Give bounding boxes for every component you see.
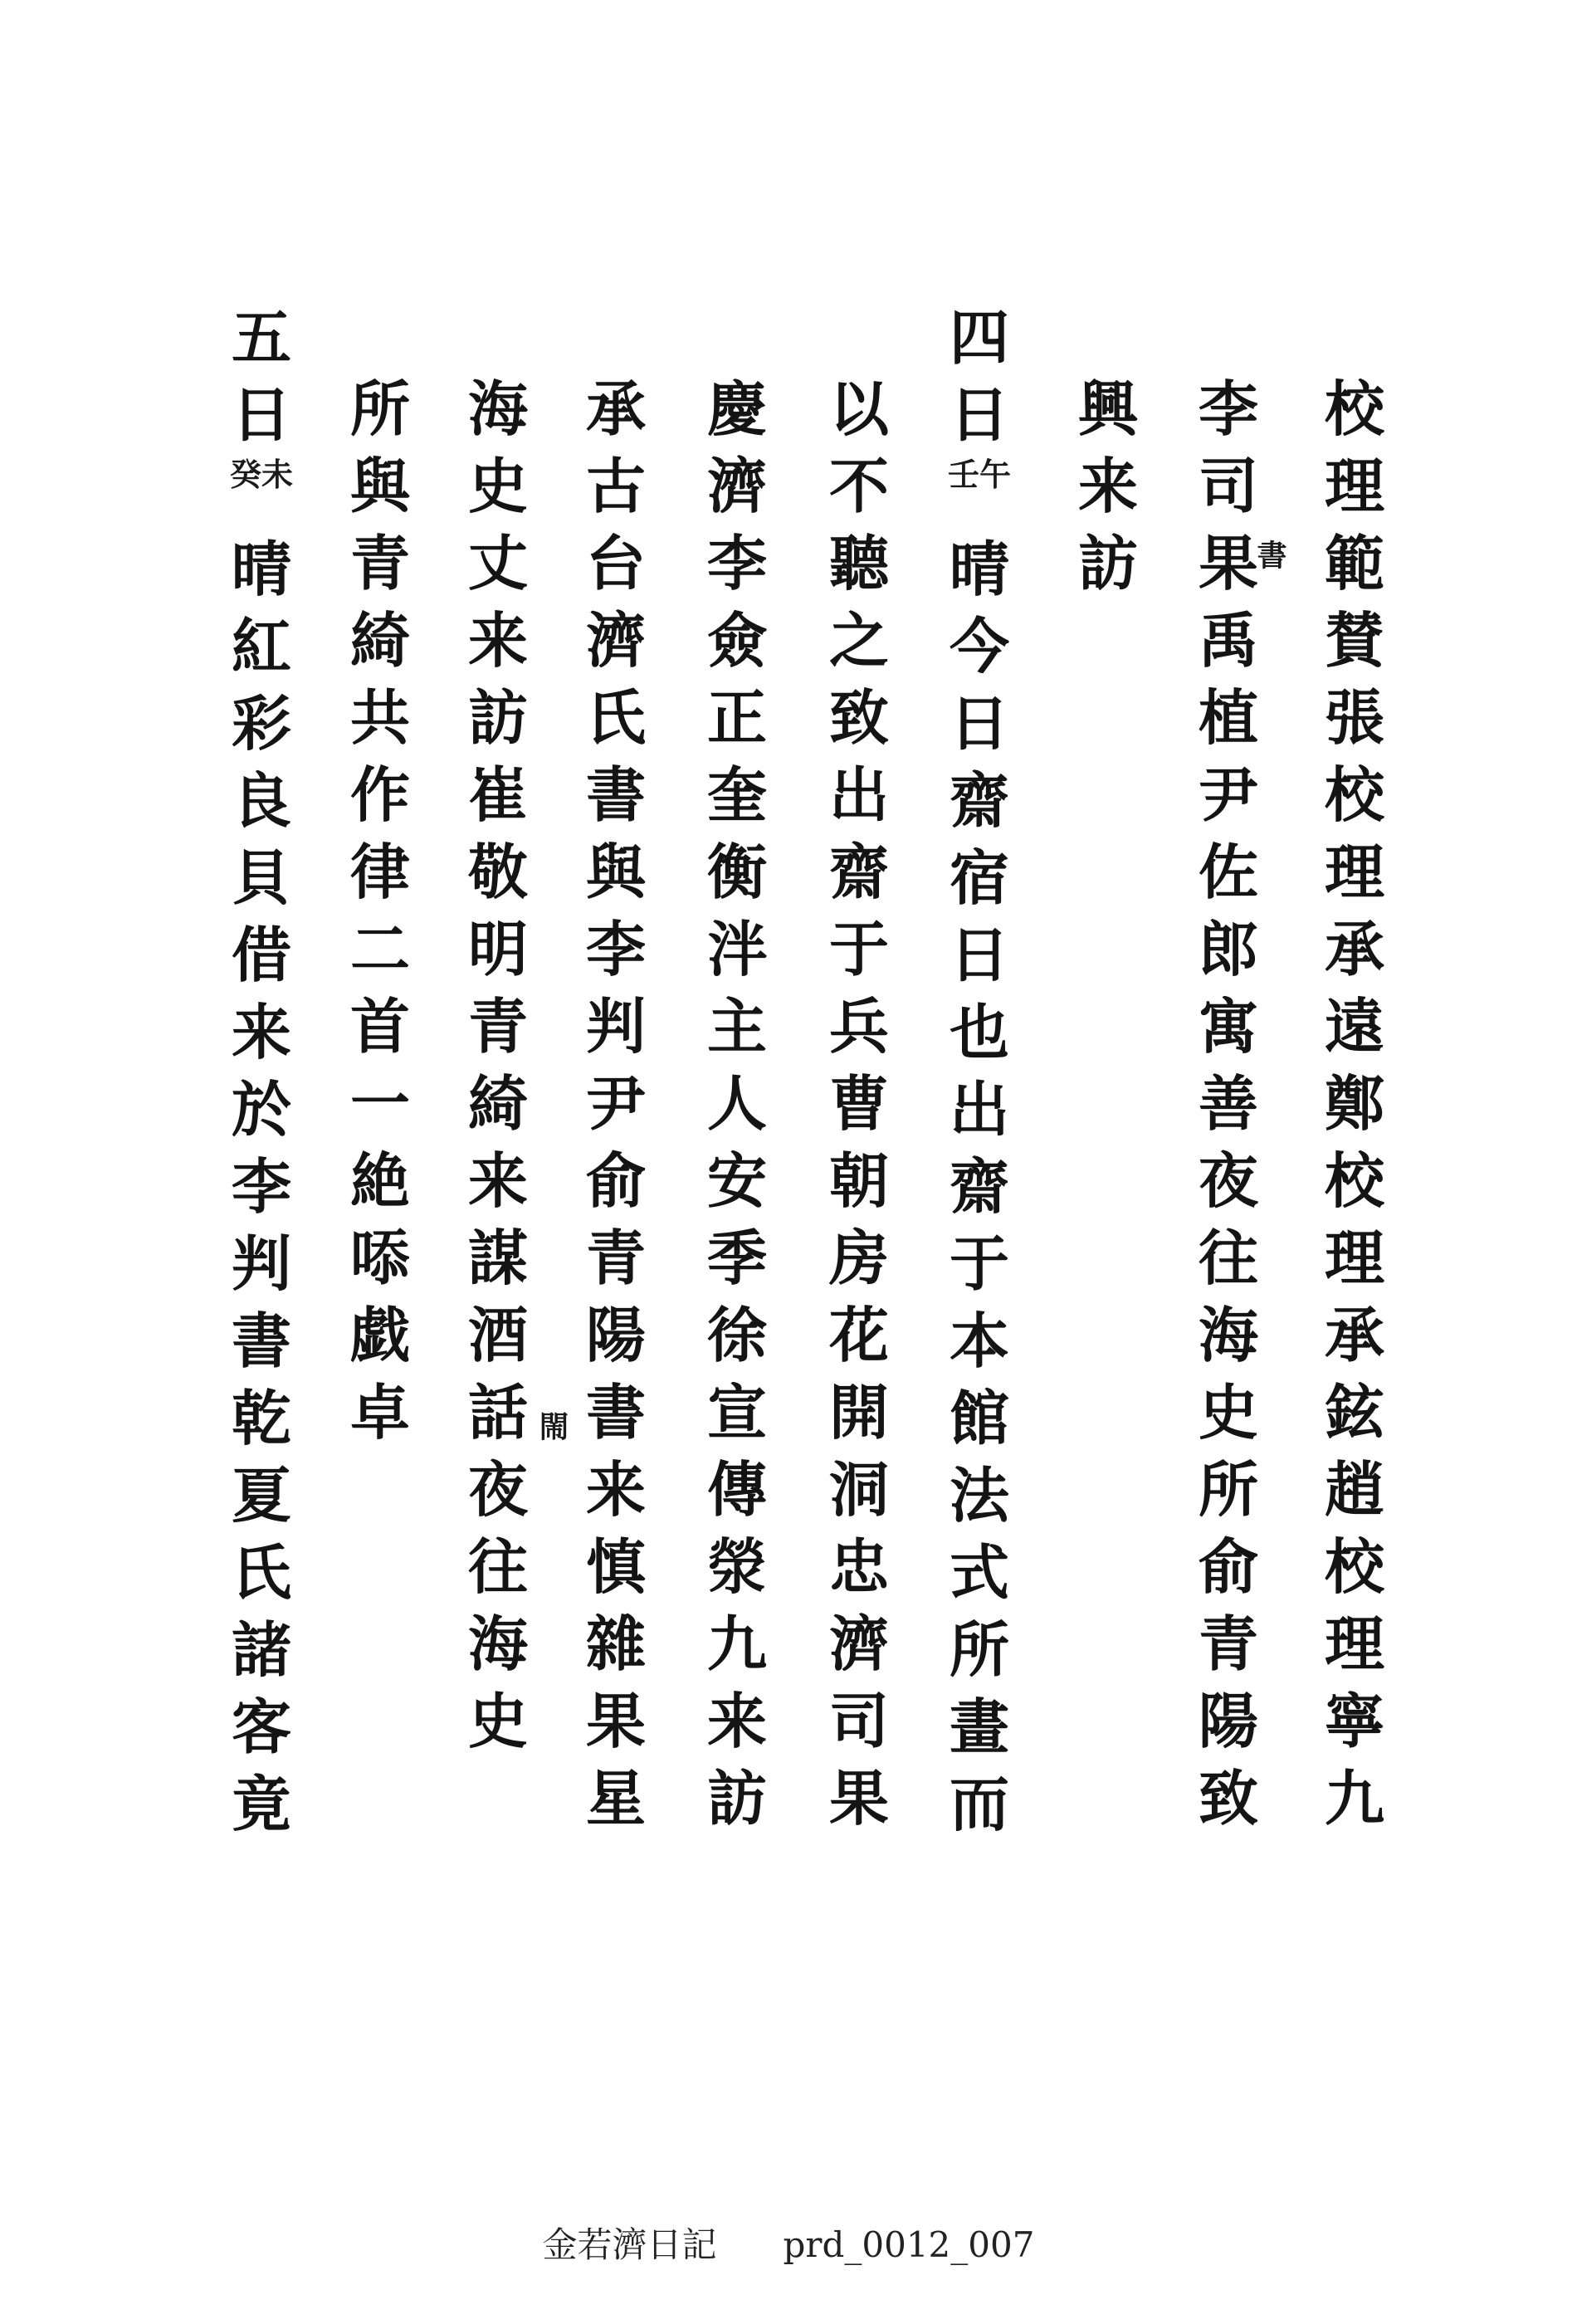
glyph: 晴 [231,534,291,604]
glyph: 書 [585,1377,646,1448]
glyph: 慎 [585,1531,646,1602]
glyph: 宣 [706,1377,767,1448]
glyph: 季 [706,1223,767,1293]
glyph: 五 [231,302,291,373]
glyph: 星 [585,1763,646,1833]
footer-code: prd_0012_007 [783,2224,1035,2265]
glyph: 話 [467,1377,528,1448]
column-text-continued [1187,602,1270,1837]
glyph: 果 [1198,528,1258,598]
glyph: 来 [467,605,528,676]
glyph: 主 [706,991,767,1062]
glyph: 来 [231,997,291,1067]
glyph: 卓 [349,1377,410,1448]
glyph: 氏 [231,1537,291,1608]
glyph: 出 [828,759,889,830]
glyph: 而 [949,1769,1009,1839]
footer-title: 金若濟日記 [542,2224,717,2265]
glyph: 校 [1324,1145,1384,1216]
column-text [220,530,303,1843]
glyph: 判 [231,1228,291,1299]
glyph: 一 [349,1068,410,1139]
glyph: 張 [1324,682,1384,753]
glyph: 青 [467,991,528,1062]
glyph: 濟 [585,605,646,676]
glyph: 理 [1324,837,1384,907]
glyph: 鄭 [1324,1068,1384,1139]
glyph: 校 [1324,759,1384,830]
date-heading [220,299,303,453]
glyph: 訪 [1077,528,1138,598]
glyph: 花 [828,1300,889,1370]
glyph: 校 [1324,1531,1384,1602]
glyph: 来 [706,1686,767,1756]
ganzhi-glyphs: 癸未 [229,456,293,493]
glyph: 寓 [1198,991,1258,1062]
glyph: 崔 [467,759,528,830]
glyph: 畫 [949,1692,1009,1762]
glyph: 承 [585,374,646,444]
text-column-9 [339,370,422,1451]
column-text [1067,370,1150,602]
glyph: 傳 [706,1454,767,1525]
column-text [456,370,540,1374]
glyph: 諸 [231,1614,291,1685]
glyph: 㖭 [349,1223,410,1293]
glyph: 海 [1198,1300,1258,1370]
glyph: 出 [949,1074,1009,1145]
glyph: 齋 [828,837,889,907]
glyph: 司 [1198,451,1258,521]
text-column-8 [456,370,540,1760]
glyph: 日 [949,379,1009,450]
glyph: 致 [828,682,889,753]
glyph: 衡 [706,837,767,907]
glyph: 禹 [1198,605,1258,676]
glyph: 致 [1198,1763,1258,1833]
glyph: 尹 [585,1068,646,1139]
column-text [696,370,779,1837]
glyph: 承 [1324,1300,1384,1370]
glyph: 于 [949,1228,1009,1299]
text-column-7 [574,370,657,1837]
glyph: 謀 [467,1223,528,1293]
glyph: 日 [949,688,1009,759]
glyph: 善 [1198,1068,1258,1139]
glyph: 範 [1324,528,1384,598]
glyph: 良 [231,765,291,836]
glyph: 俞 [585,1145,646,1216]
glyph: 所 [949,1614,1009,1685]
glyph: 明 [467,914,528,984]
glyph: 訪 [467,682,528,753]
interlinear-note-rou: 閙 [535,1411,569,1441]
glyph: 客 [231,1692,291,1762]
glyph: 古 [585,451,646,521]
glyph: 之 [828,605,889,676]
glyph: 宿 [949,842,1009,913]
text-column-1 [1313,370,1396,1837]
glyph: 雜 [585,1609,646,1679]
glyph: 綺 [349,605,410,676]
glyph: 借 [231,920,291,990]
glyph: 滎 [706,1531,767,1602]
glyph: 佐 [1198,837,1258,907]
glyph: 安 [706,1145,767,1216]
glyph: 所 [1198,1454,1258,1525]
glyph: 陽 [1198,1686,1258,1756]
glyph: 于 [828,914,889,984]
column-text [938,530,1021,1843]
text-column-10 [220,299,303,1843]
page-footer [0,2218,1577,2268]
glyph: 趙 [1324,1454,1384,1525]
glyph: 史 [467,1686,528,1756]
glyph: 尹 [1198,759,1258,830]
glyph: 陽 [585,1300,646,1370]
glyph: 館 [949,1383,1009,1453]
glyph: 夜 [1198,1145,1258,1216]
glyph: 絶 [349,1145,410,1216]
column-text-continued [456,1374,540,1760]
glyph: 律 [349,837,410,907]
glyph: 理 [1324,1609,1384,1679]
glyph: 往 [1198,1223,1258,1293]
glyph: 齋 [949,1151,1009,1222]
glyph: 泮 [706,914,767,984]
glyph: 徐 [706,1300,767,1370]
glyph: 日 [231,379,291,450]
glyph: 開 [828,1377,889,1448]
glyph: 竟 [231,1769,291,1839]
glyph: 書 [231,1306,291,1376]
glyph: 果 [828,1763,889,1833]
glyph: 曹 [828,1068,889,1139]
glyph: 法 [949,1460,1009,1531]
glyph: 寧 [1324,1686,1384,1756]
text-column-4 [938,299,1021,1843]
glyph: 書 [585,759,646,830]
glyph: 青 [349,528,410,598]
column-text [1313,370,1396,1837]
glyph: 貝 [231,842,291,913]
glyph: 判 [585,991,646,1062]
glyph: 青 [585,1223,646,1293]
glyph: 洞 [828,1454,889,1525]
glyph: 海 [467,1609,528,1679]
interlinear-note-shu: 書 [1252,540,1287,569]
glyph: 綺 [467,1068,528,1139]
glyph: 興 [1077,374,1138,444]
glyph: 承 [1324,914,1384,984]
glyph: 與 [585,837,646,907]
glyph: 慶 [706,374,767,444]
date-ganzhi-note [938,453,1021,530]
column-text [574,370,657,1837]
glyph: 晴 [949,534,1009,604]
glyph: 李 [585,914,646,984]
glyph: 本 [949,1306,1009,1376]
glyph: 来 [467,1145,528,1216]
glyph: 今 [949,611,1009,681]
glyph: 来 [585,1454,646,1525]
glyph: 夜 [467,1454,528,1525]
glyph: 人 [706,1068,767,1139]
glyph: 李 [1198,374,1258,444]
glyph: 聽 [828,528,889,598]
glyph: 理 [1324,1223,1384,1293]
glyph: 酒 [467,1300,528,1370]
glyph: 敬 [467,837,528,907]
glyph: 兵 [828,991,889,1062]
glyph: 作 [349,759,410,830]
glyph: 與 [349,451,410,521]
glyph: 濟 [706,451,767,521]
date-ganzhi-note [220,453,303,530]
glyph: 不 [828,451,889,521]
glyph: 二 [349,914,410,984]
glyph: 奎 [706,759,767,830]
glyph: 訪 [706,1763,767,1833]
glyph: 李 [231,1151,291,1222]
glyph: 史 [467,451,528,521]
glyph: 台 [585,528,646,598]
glyph: 青 [1198,1609,1258,1679]
glyph: 九 [706,1609,767,1679]
glyph: 紅 [231,611,291,681]
glyph: 朝 [828,1145,889,1216]
glyph: 正 [706,682,767,753]
text-column-3 [1067,370,1150,602]
glyph: 海 [467,374,528,444]
glyph: 司 [828,1686,889,1756]
text-column-5 [818,370,901,1837]
glyph: 李 [706,528,767,598]
glyph: 史 [1198,1377,1258,1448]
glyph: 遠 [1324,991,1384,1062]
date-heading [938,299,1021,453]
glyph: 理 [1324,451,1384,521]
glyph: 所 [349,374,410,444]
glyph: 房 [828,1223,889,1293]
glyph: 忠 [828,1531,889,1602]
glyph: 也 [949,997,1009,1067]
glyph: 氏 [585,682,646,753]
glyph: 夏 [231,1460,291,1531]
text-column-2 [1187,370,1270,1837]
glyph: 九 [1324,1763,1384,1833]
glyph: 濟 [828,1609,889,1679]
glyph: 鉉 [1324,1377,1384,1448]
text-column-6 [696,370,779,1837]
glyph: 来 [1077,451,1138,521]
glyph: 植 [1198,682,1258,753]
glyph: 校 [1324,374,1384,444]
glyph: 果 [585,1686,646,1756]
glyph: 郎 [1198,914,1258,984]
glyph: 戯 [349,1300,410,1370]
glyph: 乾 [231,1383,291,1453]
glyph: 俞 [1198,1531,1258,1602]
glyph: 僉 [706,605,767,676]
glyph: 式 [949,1537,1009,1608]
glyph: 賛 [1324,605,1384,676]
glyph: 以 [828,374,889,444]
glyph: 往 [467,1531,528,1602]
glyph: 四 [949,302,1009,373]
glyph: 於 [231,1074,291,1145]
column-text [818,370,901,1837]
glyph: 齋 [949,765,1009,836]
glyph: 日 [949,920,1009,990]
column-text [339,370,422,1451]
ganzhi-glyphs: 壬午 [947,456,1011,493]
glyph: 共 [349,682,410,753]
glyph: 彩 [231,688,291,759]
glyph: 首 [349,991,410,1062]
glyph: 丈 [467,528,528,598]
